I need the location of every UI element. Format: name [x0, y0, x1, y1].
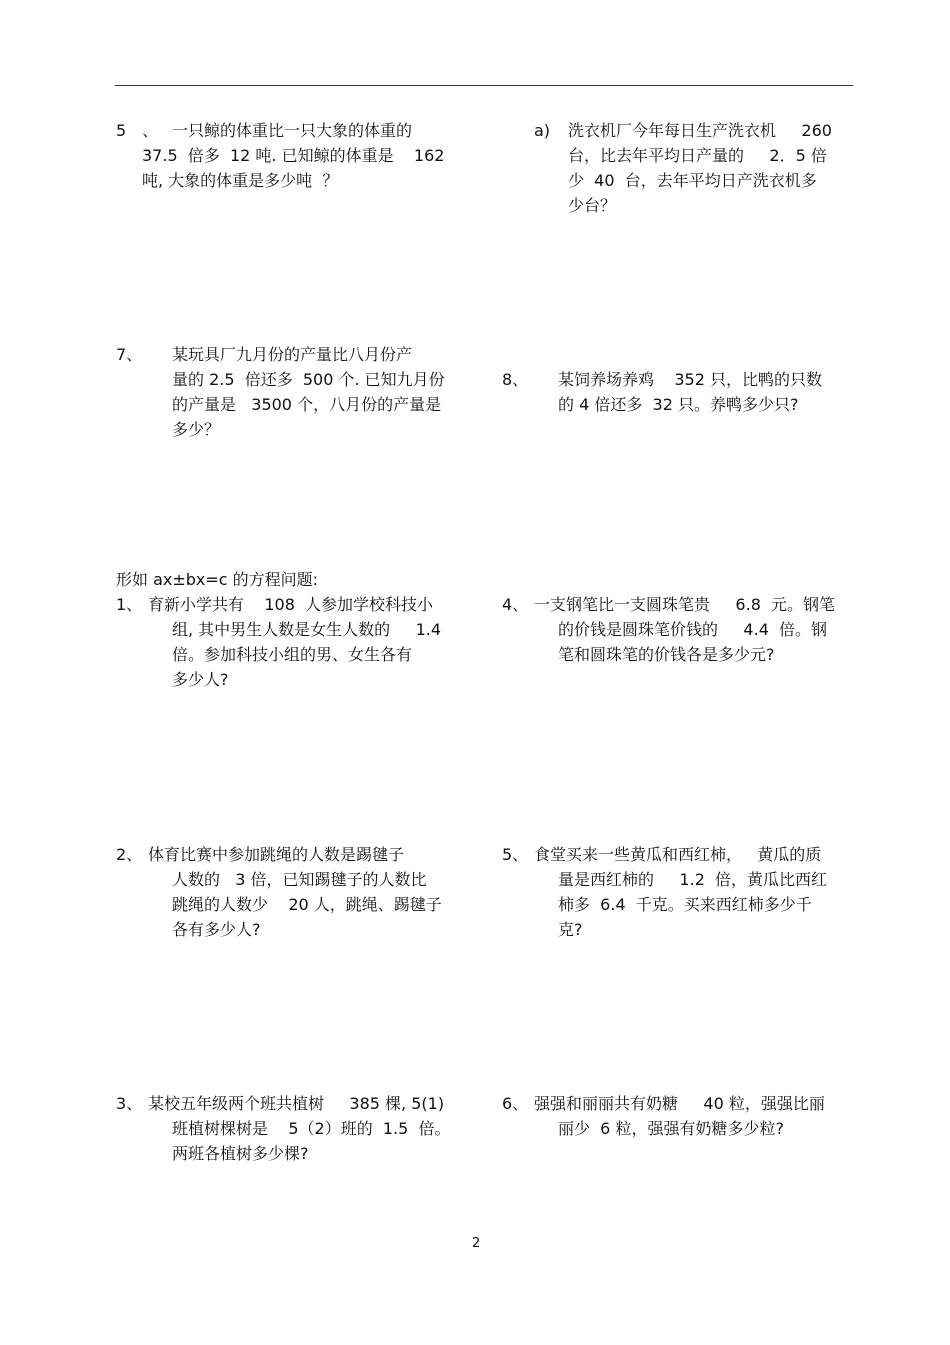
problem-text-line: 柿多 6.4 千克。买来西红柿多少千 [558, 895, 812, 914]
problem-number: 8、 [502, 370, 529, 389]
header-rule [115, 85, 853, 86]
problem-number: 3、 [116, 1094, 143, 1113]
problem-text-line: 各有多少人? [172, 920, 261, 939]
page-number: 2 [472, 1236, 481, 1251]
problem-text-line: 某玩具厂九月份的产量比八月份产 [172, 345, 413, 364]
problem-text-line: 少 40 台，去年平均日产洗衣机多 [568, 171, 817, 190]
problem-text-line: 洗衣机厂今年每日生产洗衣机 260 [568, 121, 832, 140]
problem-text-line: 多少？ [172, 420, 221, 439]
problem-text-line: 吨, 大象的体重是多少吨 ？ [142, 171, 339, 190]
problem-text-line: 倍。参加科技小组的男、女生各有 [172, 645, 413, 664]
problem-text-line: 多少人? [172, 670, 229, 689]
problem-text-line: 的价钱是圆珠笔价钱的 4.4 倍。钢 [558, 620, 828, 639]
problem-text-line: 丽少 6 粒，强强有奶糖多少粒? [558, 1119, 784, 1138]
problem-text-line: 育新小学共有 108 人参加学校科技小 [148, 595, 434, 614]
problem-text-line: 强强和丽丽共有奶糖 40 粒，强强比丽 [534, 1094, 825, 1113]
problem-text-line: 两班各植树多少棵? [172, 1144, 309, 1163]
problem-number: 5、 [502, 845, 529, 864]
problem-text-line: 跳绳的人数少 20 人，跳绳、踢毽子 [172, 895, 442, 914]
problem-number: a) [534, 121, 551, 140]
problem-text-line: 克? [558, 920, 583, 939]
problem-number: 2、 [116, 845, 143, 864]
problem-text-line: 某饲养场养鸡 352 只，比鸭的只数 [558, 370, 822, 389]
problem-text-line: 一支钢笔比一支圆珠笔贵 6.8 元。钢笔 [534, 595, 836, 614]
problem-number: 7、 [116, 345, 143, 364]
problem-text-line: 台，比去年平均日产量的 2．5 倍 [568, 146, 827, 165]
problem-text-line: 的 4 倍还多 32 只。养鸭多少只? [558, 395, 799, 414]
problem-number: 1、 [116, 595, 143, 614]
problem-number: 5 、 [116, 121, 159, 140]
problem-text-line: 人数的 3 倍，已知踢毽子的人数比 [172, 870, 427, 889]
section-header: 形如 ax±bx=c 的方程问题: [116, 570, 319, 589]
problem-text-line: 某校五年级两个班共植树 385 棵, 5(1) [148, 1094, 445, 1113]
problem-text-line: 量是西红柿的 1.2 倍，黄瓜比西红 [558, 870, 828, 889]
problem-text-line: 班植树棵树是 5（2）班的 1.5 倍。 [172, 1119, 451, 1138]
problem-text-line: 量的 2.5 倍还多 500 个. 已知九月份 [172, 370, 445, 389]
problem-text-line: 食堂买来一些黄瓜和西红柿， 黄瓜的质 [534, 845, 822, 864]
problem-text-line: 37.5 倍多 12 吨. 已知鲸的体重是 162 [142, 146, 445, 165]
problem-text-line: 少台？ [568, 196, 617, 215]
problem-text-line: 笔和圆珠笔的价钱各是多少元? [558, 645, 775, 664]
problem-number: 6、 [502, 1094, 529, 1113]
problem-text-line: 的产量是 3500 个，八月份的产量是 [172, 395, 442, 414]
problem-text-line: 体育比赛中参加跳绳的人数是踢毽子 [148, 845, 405, 864]
problem-text-line: 组, 其中男生人数是女生人数的 1.4 [172, 620, 442, 639]
problem-text-line: 一只鲸的体重比一只大象的体重的 [172, 121, 413, 140]
problem-number: 4、 [502, 595, 529, 614]
